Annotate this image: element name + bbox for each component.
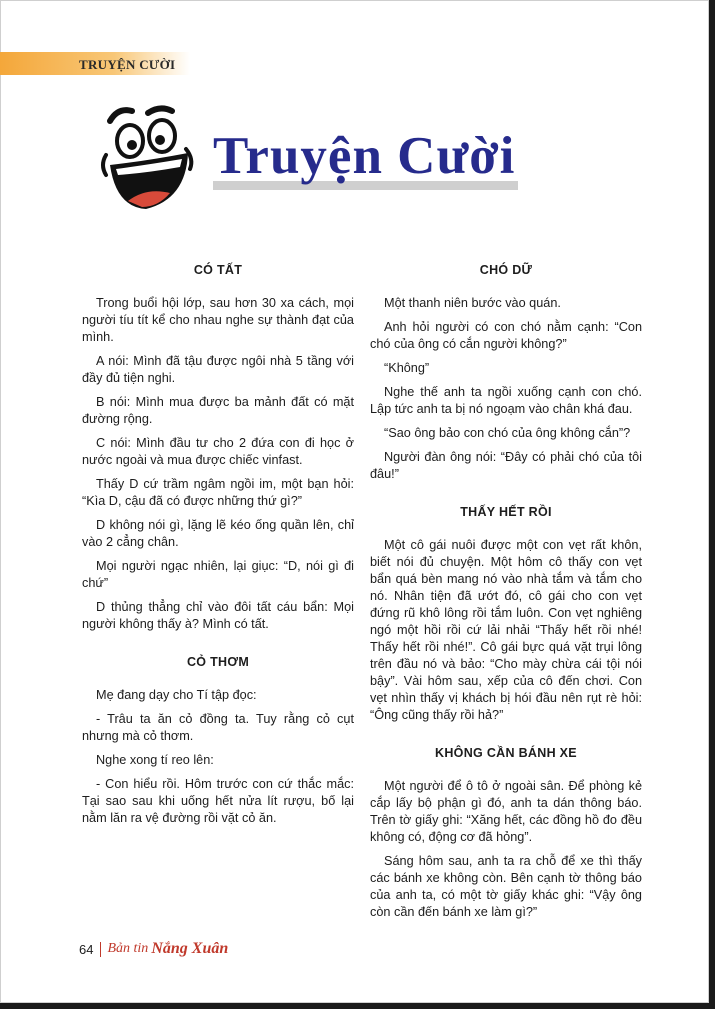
story-paragraph: Nghe xong tí reo lên: xyxy=(96,753,214,767)
masthead-prefix: Bản tin xyxy=(107,941,149,956)
story-paragraph: Một người để ô tô ở ngoài sân. Để phòng kẻ cắp lấy bộ phận gì đó, anh ta dán thông báo. Trên tờ giấy ghi: “Xăng hết, các đồng hồ đo đều không có, động cơ đã hỏng”. xyxy=(370,779,642,844)
story-paragraph: “Không” xyxy=(384,361,430,375)
story-paragraph: Anh hỏi người có con chó nằm cạnh: “Con chó của ông có cắn người không?” xyxy=(370,320,642,351)
story-paragraph: Trong buổi hội lớp, sau hơn 30 xa cách, mọi người tíu tít kể cho nhau nghe sự thành đạt của mình. xyxy=(82,296,354,344)
story-paragraph: Mẹ đang dạy cho Tí tập đọc: xyxy=(96,688,257,702)
story-paragraph: A nói: Mình đã tậu được ngôi nhà 5 tầng với đầy đủ tiện nghi. xyxy=(82,354,354,385)
story-heading: CÓ TẤT xyxy=(193,263,243,277)
story-paragraph: Người đàn ông nói: “Đây có phải chó của tôi đâu!” xyxy=(370,450,642,481)
section-label: TRUYỆN CƯỜI xyxy=(79,57,176,72)
left-column xyxy=(82,262,354,834)
masthead-name: Nắng Xuân xyxy=(151,940,229,957)
story-paragraph: Nghe thế anh ta ngồi xuống cạnh con chó. Lập tức anh ta bị nó ngoạm vào chân khá đau. xyxy=(370,385,642,416)
laughing-face-icon xyxy=(96,103,206,223)
story-heading: KHÔNG CẦN BÁNH XE xyxy=(435,746,577,760)
story-paragraph: B nói: Mình mua được ba mảnh đất có mặt đường rộng. xyxy=(82,395,354,426)
story-paragraph: - Con hiểu rồi. Hôm trước con cứ thắc mắc: Tại sao sau khi uống hết nửa lít rượu, bố lại nằm lăn ra vệ đường rồi vặt cỏ ăn. xyxy=(82,777,354,825)
story-paragraph: “Sao ông bảo con chó của ông không cắn”? xyxy=(384,426,631,440)
section-tab xyxy=(0,52,190,75)
story-paragraph: D thủng thẳng chỉ vào đôi tất cáu bẩn: Mọi người không thấy à? Mình có tất. xyxy=(82,600,354,631)
story-heading: CỎ THƠM xyxy=(186,655,250,669)
story-paragraph: D không nói gì, lặng lẽ kéo ống quần lên, chỉ vào 2 cẳng chân. xyxy=(82,518,354,549)
story-heading: CHÓ DỮ xyxy=(479,263,533,277)
story-heading: THẤY HẾT RỒI xyxy=(460,505,552,519)
story-paragraph: - Trâu ta ăn cỏ đồng ta. Tuy rằng cỏ cụt nhưng mà cỏ thơm. xyxy=(82,712,354,743)
right-column xyxy=(370,262,642,928)
story-paragraph: Một cô gái nuôi được một con vẹt rất khôn, biết nói đủ chuyện. Một hôm cô thấy con vẹt bẩn quá bèn mang nó vào nhà tắm và tắm cho nó. Nhân tiện đã ướt đó, cô gái cho con vẹt đứng rũ khô lông rồi tắm luôn. Con vẹt nghiêng ngó một hồi rồi cứ lải nhải “Thấy hết rồi nhé! Thấy hết rồi nhé!”. Cô gái bực quá vặt trụi lông trên đầu nó và bảo: “Cho mày chừa cái tội nói bậy”. Vài hôm sau, xếp của cô đến chơi. Con vẹt nhìn thấy vị khách bị hói đầu nên rụt rè hỏi: “Ông cũng thấy rồi hả?” xyxy=(370,538,642,722)
page-title: Truyện Cười xyxy=(213,127,516,185)
story-paragraph: Một thanh niên bước vào quán. xyxy=(384,296,561,310)
page-footer xyxy=(79,938,228,960)
story-paragraph: Sáng hôm sau, anh ta ra chỗ để xe thì thấy các bánh xe không còn. Bên cạnh tờ thông báo của anh ta, có một tờ giấy khác ghi: “Vậy ông còn cần đến bánh xe làm gì?” xyxy=(370,854,642,919)
story-paragraph: Thấy D cứ trầm ngâm ngồi im, một bạn hỏi: “Kìa D, cậu đã có được những thứ gì?” xyxy=(82,477,354,508)
story-paragraph: Mọi người ngạc nhiên, lại giục: “D, nói gì đi chứ” xyxy=(82,559,354,590)
footer-divider xyxy=(100,942,101,957)
story-paragraph: C nói: Mình đầu tư cho 2 đứa con đi học ở nước ngoài và mua được chiếc vinfast. xyxy=(82,436,354,467)
page-number: 64 xyxy=(79,941,94,957)
